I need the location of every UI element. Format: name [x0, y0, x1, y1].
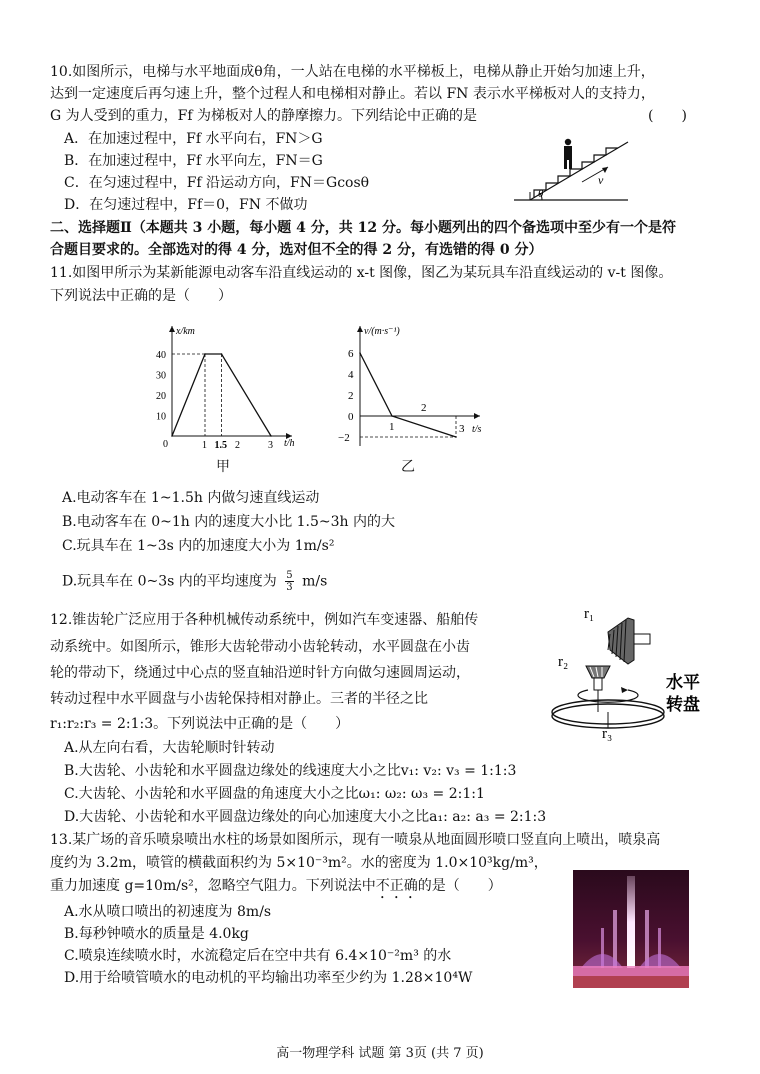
- x-axis-label: t/h: [284, 438, 295, 449]
- q10-option-c: C．在匀速过程中，Ff 沿运动方向，FN＝Gcosθ: [64, 175, 370, 191]
- y-axis-label: x/km: [176, 326, 195, 337]
- q10-stem-line3: G 为人受到的重力，Ff 为梯板对人的静摩擦力。下列结论中正确的是: [50, 108, 477, 124]
- x-t-point: [270, 435, 272, 437]
- y-tick-label: 40: [156, 350, 166, 361]
- section2-heading-line1: 二、选择题Ⅱ（本题共 3 小题，每小题 4 分，共 12 分。每小题列出的四个备选项中至少有一个是符: [50, 220, 677, 236]
- x-tick-label: 1: [389, 421, 395, 433]
- y-axis-label: v/(m·s⁻¹): [364, 326, 400, 337]
- caption-yi: 乙: [401, 459, 415, 475]
- v-t-point: [455, 436, 457, 438]
- q10-option-d: D．在匀速过程中，Ff＝0，FN 不做功: [64, 197, 308, 213]
- q12-stem-line5: r₁:r₂:r₃ = 2:1:3。下列说法中正确的是（ ）: [50, 716, 350, 732]
- x-tick-label: 2: [421, 402, 427, 414]
- fraction-denominator: 3: [286, 582, 293, 593]
- q10-stem-line2: 达到一定速度后再匀速上升，整个过程人和电梯相对静止。若以 FN 表示水平梯板对人的支持力，: [50, 86, 655, 102]
- q10-stem-line1: 10.如图所示，电梯与水平地面成θ角，一人站在电梯的水平梯板上，电梯从静止开始匀加速上升，: [50, 64, 655, 80]
- y-tick-label: −2: [338, 432, 350, 444]
- q11-option-d-unit: m/s: [302, 573, 328, 590]
- v-t-point: [391, 415, 393, 417]
- x-axis-label: t/s: [472, 424, 482, 435]
- y-tick-label: 10: [156, 411, 166, 423]
- q13-option-d: D.用于给喷管喷水的电动机的平均输出功率至少约为 1.28×10⁴W: [64, 970, 473, 986]
- q12-stem-line2: 动系统中。如图所示，锥形大齿轮带动小齿轮转动，水平圆盘在小齿: [50, 639, 470, 655]
- v-t-chart: [330, 320, 500, 450]
- page-footer: 高一物理学科 试题 第 3页 (共 7 页): [276, 1046, 484, 1061]
- q11-stem-line2: 下列说法中正确的是（ ）: [50, 288, 232, 304]
- q13-option-a: A.水从喷口喷出的初速度为 8m/s: [64, 904, 272, 920]
- y-tick-label: 0: [348, 411, 354, 423]
- q13-option-c: C.喷泉连续喷水时，水流稳定后在空中共有 6.4×10⁻²m³ 的水: [64, 948, 452, 964]
- x-tick-label: 3: [459, 423, 465, 435]
- v-t-series-line: [360, 353, 456, 437]
- y-axis-head: [357, 326, 363, 332]
- x-axis-head: [474, 413, 480, 419]
- q11-option-c: C.玩具车在 1~3s 内的加速度大小为 1m/s²: [62, 538, 335, 554]
- fraction-numerator: 5: [286, 570, 293, 581]
- q11-stem-line1: 11.如图甲所示为某新能源电动客车沿直线运动的 x-t 图像，图乙为某玩具车沿直线运动的 v-t 图像。: [50, 265, 673, 281]
- x-tick-label: 1: [202, 440, 207, 450]
- x-tick-label: 1.5: [214, 440, 227, 450]
- q12-option-b: B.大齿轮、小齿轮和水平圆盘边缘处的线速度大小之比v₁: v₂: v₃ = 1:1:3: [64, 763, 517, 779]
- q13-option-b: B.每秒钟喷水的质量是 4.0kg: [64, 926, 249, 942]
- escalator-figure: [512, 128, 634, 206]
- y-tick-label: 30: [156, 370, 166, 382]
- origin-label: 0: [163, 439, 168, 450]
- q13-stem-line3: [50, 876, 502, 902]
- fountain-photo: [573, 870, 689, 988]
- q10-option-a: A．在加速过程中，Ff 水平向右，FN＞G: [64, 131, 323, 147]
- q12-option-c: C.大齿轮、小齿轮和水平圆盘的角速度大小之比ω₁: ω₂: ω₃ = 2:1:1: [64, 786, 485, 802]
- x-tick-label: 3: [268, 440, 273, 450]
- q11-option-d: [62, 570, 327, 593]
- q13-emphasis-not-correct: 不正确: [375, 878, 418, 894]
- q12-option-a: A.从左向右看，大齿轮顺时针转动: [64, 740, 275, 756]
- y-tick-label: 20: [156, 391, 166, 402]
- turntable-label-line2: 转盘: [666, 695, 700, 714]
- theta-label: θ: [538, 188, 544, 200]
- r3-label: r₃: [602, 726, 613, 742]
- x-tick-label: 2: [235, 440, 240, 450]
- x-t-point: [171, 435, 173, 437]
- y-tick-label: 6: [348, 348, 354, 360]
- bevel-gear-figure: [548, 604, 718, 742]
- q11-option-b: B.电动客车在 0~1h 内的速度大小比 1.5~3h 内的大: [62, 514, 396, 530]
- q13-stem-line3-a: 重力加速度 g=10m/s²，忽略空气阻力。下列说法中: [50, 878, 376, 894]
- small-gear-icon: [586, 666, 610, 690]
- y-tick-label: 2: [348, 390, 354, 402]
- y-tick-label: 4: [348, 369, 354, 381]
- q11-option-a: A.电动客车在 1~1.5h 内做匀速直线运动: [62, 490, 320, 506]
- q13-stem-line3-c: 的是（ ）: [417, 878, 502, 894]
- q12-stem-line4: 转动过程中水平圆盘与小齿轮保持相对静止。三者的半径之比: [50, 691, 428, 707]
- q10-option-b: B．在加速过程中，Ff 水平向左，FN＝G: [64, 153, 323, 169]
- q13-stem-line2: 度约为 3.2m，喷管的横截面积约为 5×10⁻³m²。水的密度为 1.0×10³kg/m³，: [50, 855, 548, 871]
- q11-option-d-text: D.玩具车在 0~3s 内的平均速度为: [62, 573, 277, 590]
- q12-stem-line1: 12.锥齿轮广泛应用于各种机械传动系统中，例如汽车变速器、船舶传: [50, 612, 479, 628]
- velocity-label: v: [598, 173, 604, 187]
- turntable-label-line1: 水平: [666, 673, 700, 692]
- y-axis-head: [169, 326, 175, 332]
- section2-heading-line2: 合题目要求的。全部选对的得 4 分，选对但不全的得 2 分，有选错的得 0 分）: [50, 242, 543, 258]
- x-t-chart: [150, 320, 300, 450]
- q12-option-d: D.大齿轮、小齿轮和水平圆盘边缘处的向心加速度大小之比a₁: a₂: a₃ = 2:1:3: [64, 809, 547, 825]
- x-t-point: [221, 353, 223, 355]
- r2-label: r₂: [558, 654, 569, 670]
- q13-stem-line1: 13.某广场的音乐喷泉喷出水柱的场景如图所示，现有一喷泉从地面圆形喷口竖直向上喷出，喷泉高: [50, 832, 661, 848]
- q10-answer-paren: ( ): [648, 108, 687, 124]
- q12-stem-line3: 轮的带动下，绕通过中心点的竖直轴沿逆时针方向做匀速圆周运动，: [50, 665, 470, 681]
- caption-jia: 甲: [216, 459, 230, 475]
- x-t-point: [204, 353, 206, 355]
- r1-label: r₁: [584, 606, 595, 622]
- q11-option-d-fraction: [285, 570, 293, 593]
- big-gear-icon: [608, 618, 650, 664]
- v-t-point: [359, 352, 361, 354]
